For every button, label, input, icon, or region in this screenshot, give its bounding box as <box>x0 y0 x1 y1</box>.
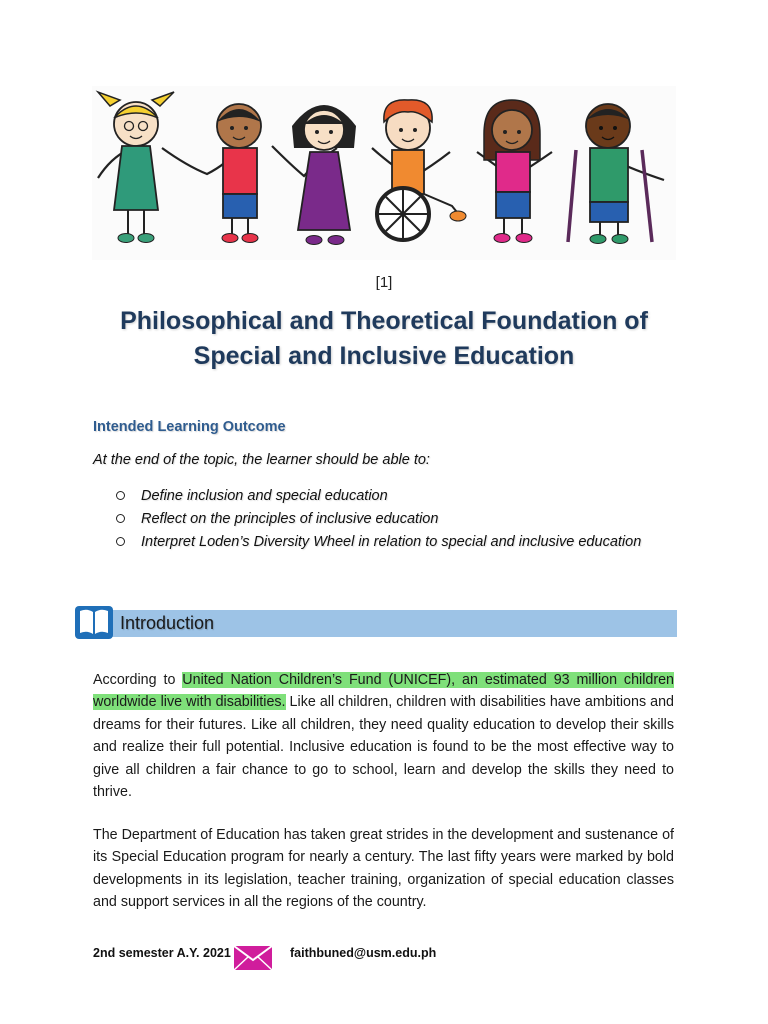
image-caption: [1] <box>375 274 393 291</box>
introduction-paragraph-1: According to United Nation Children’s Fund (UNICEF), an estimated 93 million children worldwide live with disabilities. Like all children, children with disabilities have ambitions and dreams for their futures. Like all children, they need quality education to develop their skills and realize their full potential. Inclusive education is found to be the most effective way to give all children a fair chance to go to school, learn and develop the skills they need to thrive. <box>93 672 674 801</box>
highlighted-text: United Nation Children’s Fund (UNICEF), an estimated 93 million children worldwide live with disabilities. <box>93 672 674 711</box>
footer-semester: 2nd semester A.Y. 2021 <box>93 946 231 960</box>
list-item: Reflect on the principles of inclusive education <box>113 507 641 530</box>
introduction-paragraph-2: The Department of Education has taken great strides in the development and sustenance of its Special Education program for nearly a century. The last fifty years were marked by bold developments in its legislation, teacher training, organization of special education classes and support services in all the regions of the country. <box>93 827 674 911</box>
circle-bullet-icon <box>116 537 125 546</box>
ilo-heading: Intended Learning Outcome <box>93 419 286 435</box>
child-figure-6-crutches <box>568 104 652 244</box>
ilo-intro: At the end of the topic, the learner should be able to: <box>93 452 430 468</box>
open-book-icon <box>74 603 114 641</box>
list-item: Interpret Loden’s Diversity Wheel in relation to special and inclusive education <box>113 530 641 553</box>
footer-email[interactable]: faithbuned@usm.edu.ph <box>290 946 437 960</box>
introduction-heading-bar <box>110 610 677 637</box>
child-figure-2 <box>217 104 261 243</box>
list-item: Define inclusion and special education <box>113 484 641 507</box>
mail-icon <box>233 945 273 971</box>
title-line-2: Special and Inclusive Education <box>193 342 575 370</box>
child-figure-1 <box>98 92 174 243</box>
page-title <box>60 304 708 374</box>
child-figure-5 <box>484 100 540 243</box>
introduction-heading: Introduction <box>120 613 215 633</box>
title-line-1: Philosophical and Theoretical Foundation of <box>120 307 648 335</box>
child-figure-4-wheelchair <box>377 100 466 240</box>
circle-bullet-icon <box>116 514 125 523</box>
learning-outcomes-list <box>113 484 641 553</box>
circle-bullet-icon <box>116 491 125 500</box>
children-holding-hands-illustration <box>92 86 676 260</box>
